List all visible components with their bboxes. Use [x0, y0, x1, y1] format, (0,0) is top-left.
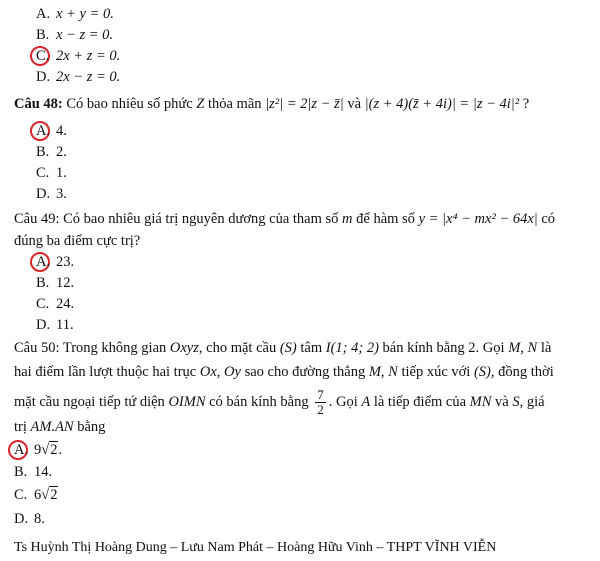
seven-halves-fraction: $\frac{7}{2}$ — [317, 387, 324, 417]
q50-option-c: C. 6√2 — [14, 487, 58, 503]
q47-option-c: C. 2x + z = 0. — [36, 48, 121, 64]
q50-question-line4: trị AM.AN bằng — [14, 419, 106, 435]
q48-option-b: B. 2. — [36, 144, 67, 160]
q49-question-line2: đúng ba điểm cực trị? — [14, 233, 141, 249]
q50-question-line1: Câu 50: Trong không gian Oxyz, cho mặt cầu (S) tâm I(1; 4; 2) bán kính bằng 2. Gọi M, N là — [14, 340, 552, 356]
q49-option-a: A. 23. — [36, 254, 75, 270]
q47-option-a: A. x + y = 0. — [36, 6, 114, 22]
q48-option-a: A. 4. — [36, 123, 67, 139]
q48-question: Câu 48: Có bao nhiêu số phức Z thỏa mãn |z²| = 2|z − z̄| và |(z + 4)(z̄ + 4i)| = |z − 4i|² ? — [14, 96, 530, 112]
q48-option-d: D. 3. — [36, 186, 67, 202]
q49-option-c: C. 24. — [36, 296, 75, 312]
q49-option-b: B. 12. — [36, 275, 75, 291]
q50-question-line3: mặt cầu ngoại tiếp tứ diện OIMN có bán kính bằng $\frac{7}{2}$ . Gọi A là tiếp điểm của MN và S, giá — [14, 387, 545, 417]
q49-option-d: D. 11. — [36, 317, 74, 333]
q50-option-b: B. 14. — [14, 464, 53, 480]
page-footer: Ts Huỳnh Thị Hoàng Dung – Lưu Nam Phát – Hoàng Hữu Vinh – THPT VĨNH VIỄN — [14, 540, 497, 555]
q47-option-d: D. 2x − z = 0. — [36, 69, 121, 85]
q48-option-c: C. 1. — [36, 165, 67, 181]
q50-option-a: A. 9√2. — [14, 442, 63, 458]
q50-option-d: D. 8. — [14, 511, 45, 527]
q50-question-line2: hai điểm lần lượt thuộc hai trục Ox, Oy sao cho đường thẳng M, N tiếp xúc với (S), đồng thời — [14, 364, 554, 380]
q49-question-line1: Câu 49: Có bao nhiêu giá trị nguyên dương của tham số m để hàm số y = |x⁴ − mx² − 64x| có — [14, 211, 556, 227]
q47-option-b: B. x − z = 0. — [36, 27, 114, 43]
